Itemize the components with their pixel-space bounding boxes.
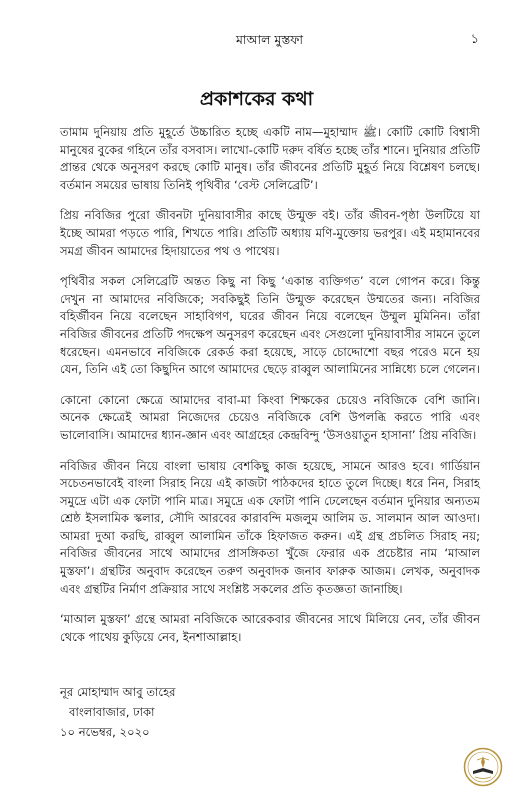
signature-date: ১০ নভেম্বর, ২০২০	[60, 725, 150, 739]
page-number: ১	[470, 32, 479, 47]
paragraph-5: নবিজির জীবন নিয়ে বাংলা ভাষায় বেশকিছু কাজ হয়েছে, সামনে আরও হবে। গার্ডিয়ান সচেতনভাবেই বাংলা সিরাহ নিয়ে এই কাজটা পাঠকদের হাতে তুলে দিচ্ছে। ধরে নিন, সিরাহ সমুদ্রে এটা এক ফোটা পানি মাত্র। সমুদ্রে এক ফোটা পানি ঢেলেছেন বর্তমান দুনিয়ার অন্যতম শ্রেষ্ঠ ইসলামিক স্কলার, সৌদি আরবের কারাবন্দি মজলুম আলিম ড. সালমান আল আওদা। আমরা দুআ করছি, রাব্বুল আলামিন তাঁকে হিফাজত করুন। এই গ্রন্থ প্রচলিত সিরাহ নয়; নবিজির জীবনের সাথে আমাদের প্রাসঙ্গিকতা খুঁজে ফেরার এক প্রচেষ্টার নাম ‘মাআল মুস্তফা’। গ্রন্থটির অনুবাদ করেছেন তরুণ অনুবাদক জনাব ফারুক আজম। লেখক, অনুবাদক এবং গ্রন্থটির নির্মাণ প্রক্রিয়ার সাথে সংশ্লিষ্ট সকলের প্রতি কৃতজ্ঞতা জানাচ্ছি।	[60, 458, 480, 596]
running-title: মাআল মুস্তফা	[235, 32, 304, 47]
paragraph-3: পৃথিবীর সকল সেলিব্রেটি অন্তত কিছু না কিছু ‘একান্ত ব্যক্তিগত’ বলে গোপন করে। কিন্তু দেখুন না আমাদের নবিজিকে; সবকিছুই তিনি উন্মুক্ত করেছেন উম্মতের জন্য। নবিজির বহির্জীবন নিয়ে বলেছেন সাহাবিগণ, ঘরের জীবন নিয়ে বলেছেন উম্মুল মুমিনিন। তাঁরা নবিজির জীবনের প্রতিটি পদক্ষেপ অনুসরণ করেছেন এবং সেগুলো দুনিয়াবাসীর সামনে তুলে ধরেছেন। এমনভাবে নবিজিকে রেকর্ড করা হয়েছে, সাড়ে চোদ্দোশো বছর পরেও মনে হয় যেন, তিনি এই তো কিছুদিন আগে আমাদের ছেড়ে রাব্বুল আলামিনের সান্নিধ্যে চলে গেলেন।	[60, 274, 480, 377]
publisher-logo-icon	[463, 747, 503, 787]
signature-location: বাংলাবাজার, ঢাকা	[69, 705, 155, 719]
paragraph-4: কোনো কোনো ক্ষেত্রে আমাদের বাবা-মা কিংবা শিক্ষকের চেয়েও নবিজিকে বেশি জানি। অনেক ক্ষেত্রেই আমরা নিজেদের চেয়েও নবিজিকে বেশি উপলব্ধি করতে পারি এবং ভালোবাসি। আমাদের ধ্যান-জ্ঞান এবং আগ্রহের কেন্দ্রবিন্দু ‘উসওয়াতুন হাসানা’ প্রিয় নবিজি।	[60, 392, 480, 442]
page-header	[60, 30, 479, 50]
signature-block	[60, 682, 176, 742]
signature-name: নূর মোহাম্মাদ আবু তাহের	[60, 685, 176, 699]
page-title: প্রকাশকের কথা	[199, 88, 314, 110]
paragraph-6: ‘মাআল মুস্তফা’ গ্রন্থে আমরা নবিজিকে আরেকবার জীবনের সাথে মিলিয়ে নেব, তাঁর জীবন থেকে পাথেয় কুড়িয়ে নেব, ইনশাআল্লাহ।	[60, 612, 480, 644]
paragraph-1: তামাম দুনিয়ায় প্রতি মুহূর্তে উচ্চারিত হচ্ছে একটি নাম—মুহাম্মাদ ﷺ। কোটি কোটি বিশ্বাসী মানুষের বুকের গহিনে তাঁর বসবাস। লাখো-কোটি দরুদ বর্ষিত হচ্ছে তাঁর শানে। দুনিয়ার প্রতিটি প্রান্তর থেকে অনুসরণ করছে কোটি মানুষ। তাঁর জীবনের প্রতিটি মুহূর্ত নিয়ে বিশ্লেষণ চলছে। বর্তমান সময়ের ভাষায় তিনিই পৃথিবীর ‘বেস্ট সেলিব্রেটি’।	[60, 125, 480, 192]
paragraph-2: প্রিয় নবিজির পুরো জীবনটা দুনিয়াবাসীর কাছে উন্মুক্ত বই। তাঁর জীবন-পৃষ্ঠা উলটিয়ে যা ইচ্ছে আমরা পড়তে পারি, শিখতে পারি। প্রতিটি অধ্যায় মণি-মুক্তোয় ভরপুর। এই মহামানবের সমগ্র জীবন আমাদের হিদায়াতের পথ ও পাথেয়।	[60, 208, 480, 258]
body-text	[60, 124, 480, 659]
